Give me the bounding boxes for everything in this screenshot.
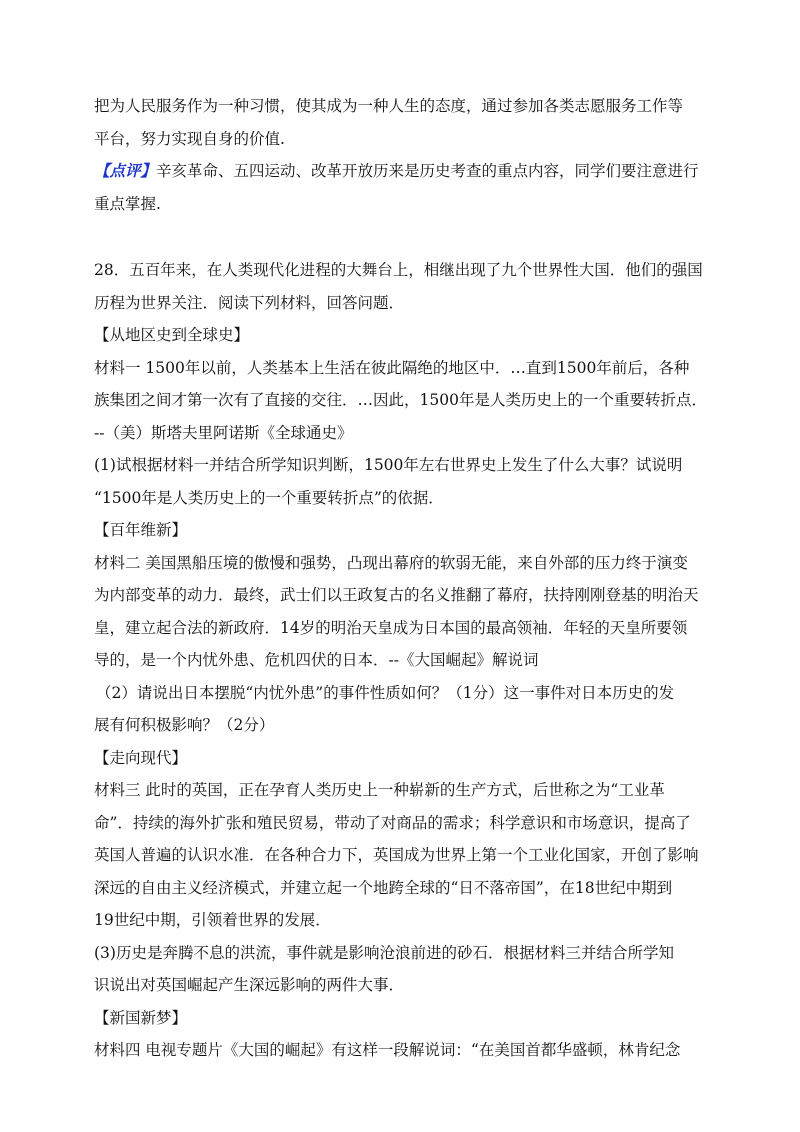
material-2-line: 皇，建立起合法的新政府．14岁的明治天皇成为日本国的最高领袖．年轻的天皇所要领 (94, 618, 688, 637)
material-3-line: 材料三 此时的英国，正在孕育人类历史上一种崭新的生产方式，后世称之为“工业革 (94, 781, 665, 799)
section-heading-new-nation: 【新国新梦】 (94, 1008, 188, 1027)
spacer (94, 220, 714, 254)
comment-continuation: 重点掌握. (94, 194, 161, 213)
material-2-line: 导的，是一个内忧外患、危机四伏的日本．--《大国崛起》解说词 (94, 651, 539, 669)
question-3-line: (3)历史是奔腾不息的洪流，事件就是影响沧浪前进的砂石．根据材料三并结合所学知 (94, 943, 674, 962)
material-1-line: 族集团之间才第一次有了直接的交往．…因此，1500年是人类历史上的一个重要转折点． (94, 391, 707, 409)
question-2-line: 展有何积极影响？（2分） (94, 716, 275, 734)
comment-line (94, 155, 714, 188)
section-heading-modern: 【走向现代】 (94, 748, 188, 767)
question-2-line: （2）请说出日本摆脱“内忧外患”的事件性质如何？（1分）这一事件对日本历史的发 (96, 683, 675, 702)
question-3-line: 识说出对英国崛起产生深远影响的两件大事． (94, 976, 405, 994)
question-28-line: 28．五百年来，在人类现代化进程的大舞台上，相继出现了九个世界性大国．他们的强国 (94, 261, 703, 279)
question-28-line: 历程为世界关注．阅读下列材料，回答问题． (94, 293, 405, 312)
paragraph-line: 把为人民服务作为一种习惯，使其成为一种人生的态度，通过参加各类志愿服务工作等 (94, 97, 684, 115)
material-3-line: 19世纪中期，引领着世界的发展． (94, 911, 331, 929)
document-body (94, 90, 714, 1067)
material-3-line: 英国人普遍的认识水准．在各种合力下，英国成为世界上第一个工业化国家，开创了影响 (94, 846, 699, 864)
material-3-line: 命”．持续的海外扩张和殖民贸易，带动了对商品的需求；科学意识和市场意识，提高了 (94, 813, 691, 832)
comment-text: 辛亥革命、五四运动、改革开放历来是历史考查的重点内容，同学们要注意进行 (156, 162, 699, 180)
material-2-line: 为内部变革的动力．最终，武士们以王政复古的名义推翻了幕府，扶持刚刚登基的明治天 (94, 586, 699, 604)
comment-tag: 【点评】 (94, 161, 157, 180)
material-4-line: 材料四 电视专题片《大国的崛起》有这样一段解说词：“在美国首都华盛顿，林肯纪念 (94, 1041, 681, 1059)
material-1-line: 材料一 1500年以前，人类基本上生活在彼此隔绝的地区中．…直到1500年前后，各种 (94, 358, 690, 377)
question-1-line: (1)试根据材料一并结合所学知识判断，1500年左右世界史上发生了什么大事？试说明 (94, 456, 683, 474)
material-1-source: --（美）斯塔夫里阿诺斯《全球通史》 (94, 423, 353, 442)
material-3-line: 深远的自由主义经济模式，并建立起一个地跨全球的“日不落帝国”，在18世纪中期到 (94, 878, 673, 897)
paragraph-line: 平台，努力实现自身的价值. (94, 129, 285, 148)
question-1-line: “1500年是人类历史上的一个重要转折点”的依据． (94, 488, 444, 507)
section-heading-global-history: 【从地区史到全球史】 (94, 326, 250, 344)
section-heading-reform: 【百年维新】 (94, 521, 188, 539)
material-2-line: 材料二 美国黑船压境的傲慢和强势，凸现出幕府的软弱无能，来自外部的压力终于演变 (94, 553, 688, 572)
